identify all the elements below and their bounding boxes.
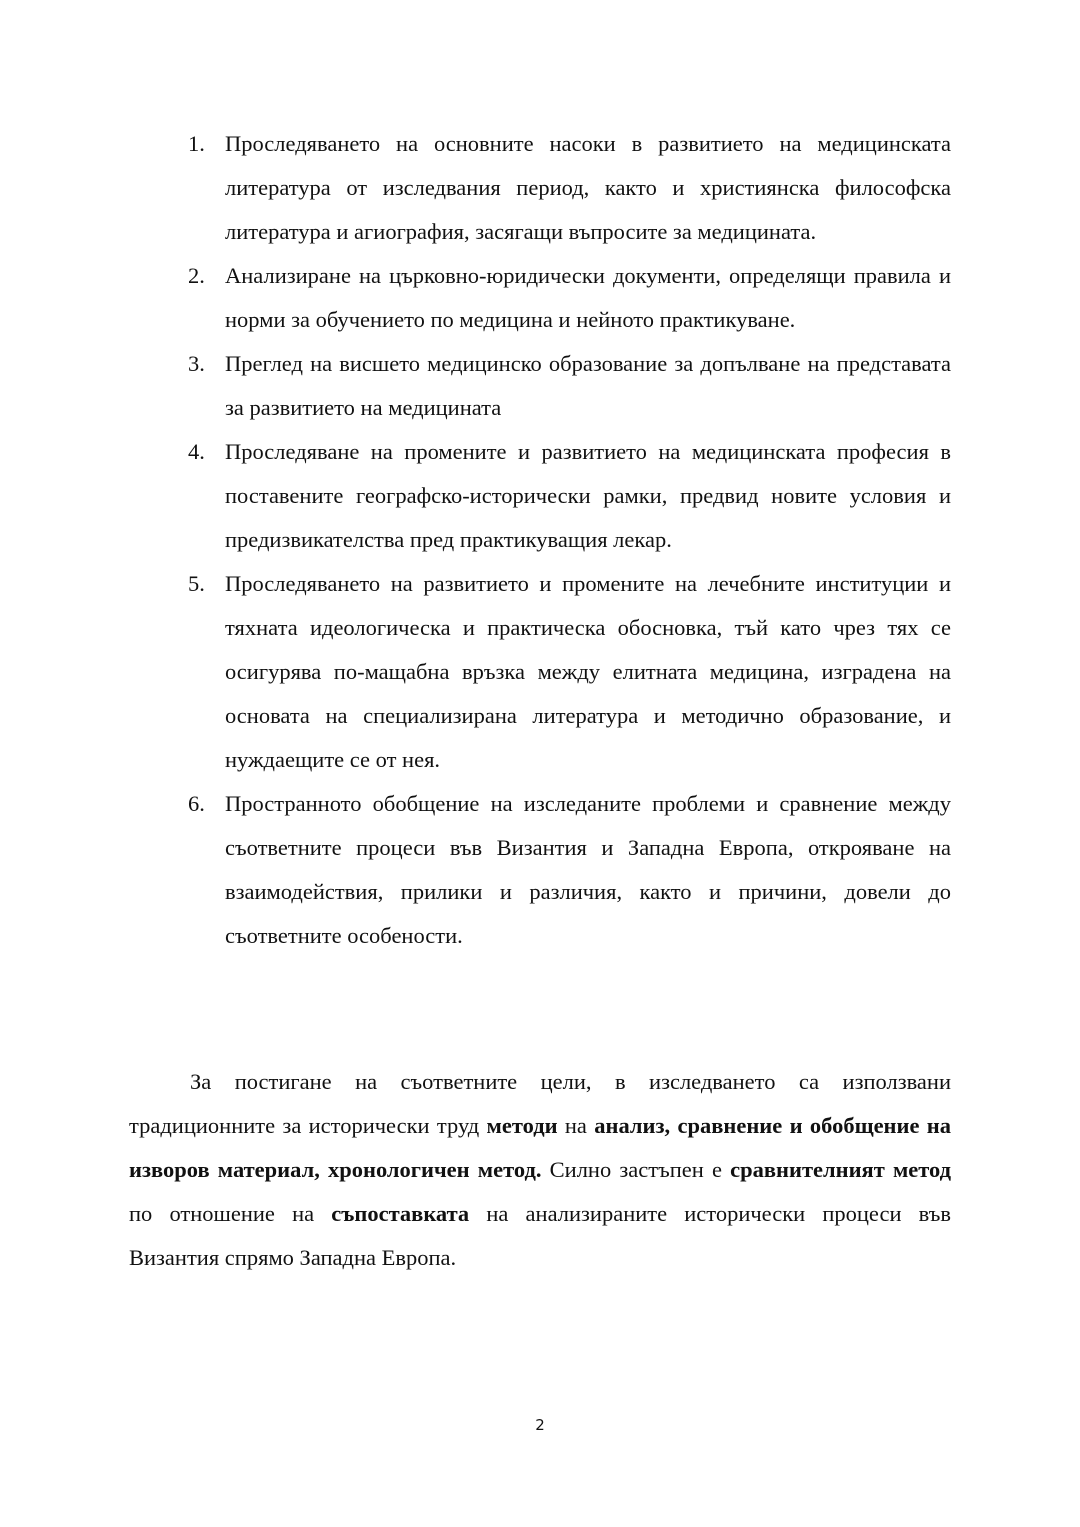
methods-emphasis: методи (486, 1113, 558, 1138)
list-item (188, 254, 951, 342)
list-item-text: Пространното обобщение на изследаните проблеми и сравнение между съответните процеси във Византия и Западна Европа, открояване на взаимодействия, прилики и различия, както и причини, довели до съответните особености. (225, 791, 951, 948)
methods-paragraph (129, 1060, 951, 1280)
methods-emphasis: съпоставката (331, 1201, 470, 1226)
list-item (188, 430, 951, 562)
methods-text: на анализираните исторически процеси във Византия спрямо Западна Европа. (129, 1201, 951, 1270)
list-item-number: 3. (188, 351, 205, 376)
list-item-text: Проследяването на основните насоки в развитието на медицинската литература от изследвания период, както и християнска философска литература и агиография, засягащи въпросите за медицината. (225, 131, 951, 244)
methods-text: по отношение на (129, 1201, 332, 1226)
list-item-number: 6. (188, 791, 205, 816)
methods-emphasis: сравнителният метод (730, 1157, 951, 1182)
list-item-number: 2. (188, 263, 205, 288)
list-item (188, 782, 951, 958)
list-item-text: Преглед на висшето медицинско образование за допълване на представата за развитието на медицината (225, 351, 951, 420)
methods-emphasis: анализ, сравнение и обобщение на изворов материал, хронологичен метод. (129, 1113, 952, 1182)
list-item (188, 562, 951, 782)
list-item-text: Анализиране на църковно-юридически документи, определящи правила и норми за обучението по медицина и нейното практикуване. (225, 263, 951, 332)
list-item (188, 342, 951, 430)
list-item-number: 1. (188, 131, 205, 156)
list-item-text: Проследяването на развитието и промените на лечебните институции и тяхната идеологическа и практическа обосновка, тъй като чрез тях се осигурява по-мащабна връзка между елитната медицина, изградена на основата на специализирана литература и методично образование, и нуждаещите се от нея. (225, 571, 951, 772)
list-item-text: Проследяване на промените и развитието на медицинската професия в поставените географско-исторически рамки, предвид новите условия и предизвикателства пред практикуващия лекар. (225, 439, 951, 552)
research-objectives-list (188, 122, 951, 958)
methods-text: За постигане на съответните цели, в изследването са използвани традиционните за исторически труд (129, 1069, 951, 1138)
list-item (188, 122, 951, 254)
page-number: 2 (535, 1416, 545, 1434)
methods-text: Силно застъпен е (541, 1157, 731, 1182)
list-item-number: 5. (188, 571, 205, 596)
methods-text: на (557, 1113, 595, 1138)
list-item-number: 4. (188, 439, 205, 464)
